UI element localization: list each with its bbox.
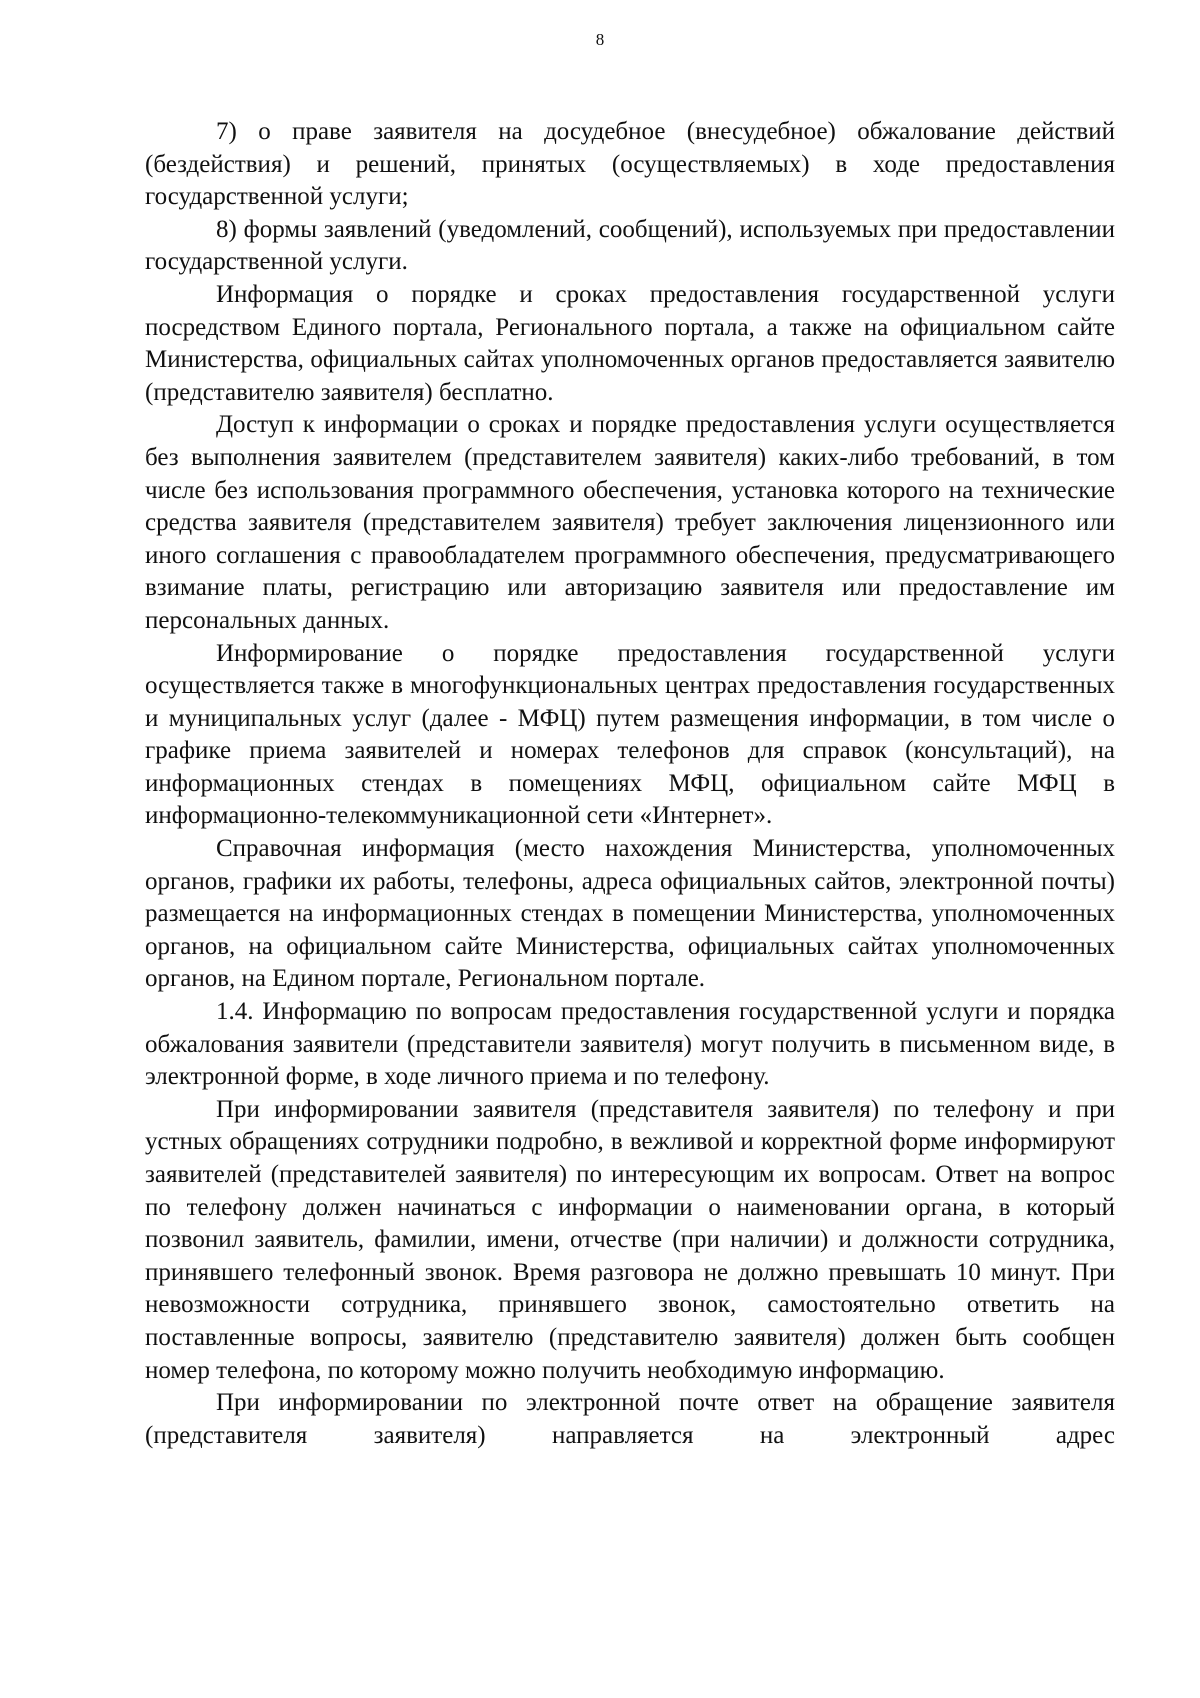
document-body	[145, 116, 1115, 1452]
paragraph-item-7: 7) о праве заявителя на досудебное (внесудебное) обжалование действий (бездействия) и решений, принятых (осуществляемых) в ходе предоставления государственной услуги;	[145, 118, 1115, 211]
paragraph-info-free: Информация о порядке и сроках предоставления государственной услуги посредством Единого портала, Регионального портала, а также на официальном сайте Министерства, официальных сайтах уполномоченных органов предоставляется заявителю (представителю заявителя) бесплатно.	[145, 280, 1115, 406]
paragraph-reference-info: Справочная информация (место нахождения Министерства, уполномоченных органов, графики их работы, телефоны, адреса официальных сайтов, электронной почты) размещается на информационных стендах в помещении Министерства, уполномоченных органов, на официальном сайте Министерства, официальных сайтах уполномоченных органов, на Едином портале, Региональном портале.	[145, 835, 1115, 993]
paragraph-section-1-4: 1.4. Информацию по вопросам предоставления государственной услуги и порядка обжалования заявители (представители заявителя) могут получить в письменном виде, в электронной форме, в ходе личного приема и по телефону.	[145, 998, 1115, 1091]
paragraph-mfc: Информирование о порядке предоставления государственной услуги осуществляется также в многофункциональных центрах предоставления государственных и муниципальных услуг (далее - МФЦ) путем размещения информации, в том числе о графике приема заявителей и номерах телефонов для справок (консультаций), на информационных стендах в помещениях МФЦ, официальном сайте МФЦ в информационно-телекоммуникационной сети «Интернет».	[145, 639, 1115, 830]
paragraph-email: При информировании по электронной почте ответ на обращение заявителя (представителя заявителя) направляется на электронный адрес	[145, 1389, 1115, 1449]
paragraph-item-8: 8) формы заявлений (уведомлений, сообщений), используемых при предоставлении государственной услуги.	[145, 215, 1115, 276]
paragraph-phone: При информировании заявителя (представителя заявителя) по телефону и при устных обращениях сотрудники подробно, в вежливой и корректной форме информируют заявителей (представителей заявителя) по интересующим их вопросам. Ответ на вопрос по телефону должен начинаться с информации о наименовании органа, в который позвонил заявитель, фамилии, имени, отчестве (при наличии) и должности сотрудника, принявшего телефонный звонок. Время разговора не должно превышать 10 минут. При невозможности сотрудника, принявшего звонок, самостоятельно ответить на поставленные вопросы, заявителю (представителю заявителя) должен быть сообщен номер телефона, по которому можно получить необходимую информацию.	[145, 1095, 1115, 1384]
paragraph-access: Доступ к информации о сроках и порядке предоставления услуги осуществляется без выполнения заявителем (представителем заявителя) каких-либо требований, в том числе без использования программного обеспечения, установка которого на технические средства заявителя (представителем заявителя) требует заключения лицензионного или иного соглашения с правообладателем программного обеспечения, предусматривающего взимание платы, регистрацию или авторизацию заявителя или предоставление им персональных данных.	[145, 411, 1115, 634]
page-number: 8	[595, 30, 605, 49]
